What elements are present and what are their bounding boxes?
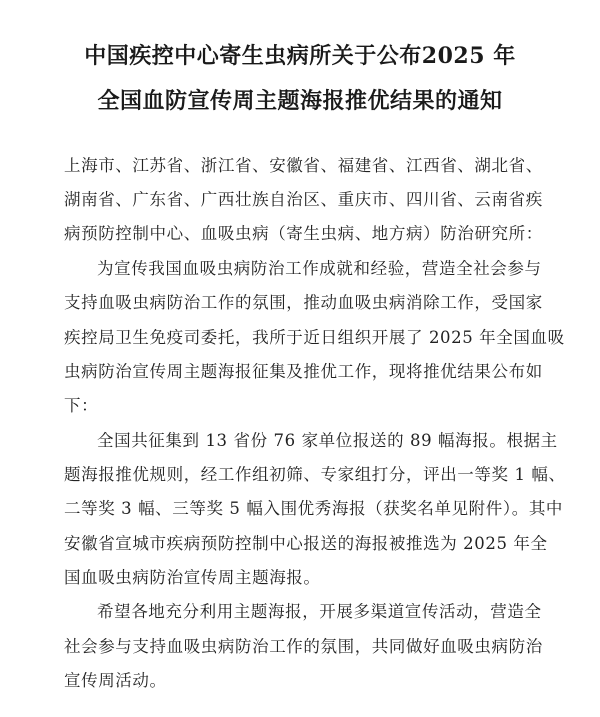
paragraph-3-line-3: 宣传周活动。 — [64, 671, 167, 690]
paragraph-3-line-1: 希望各地充分利用主题海报，开展多渠道宣传活动，营造全 — [97, 602, 542, 621]
paragraph-1-line-2: 支持血吸虫病防治工作的氛围，推动血吸虫病消除工作，受国家 — [64, 293, 543, 312]
recipients-line-2: 湖南省、广东省、广西壮族自治区、重庆市、四川省、云南省疾 — [64, 190, 543, 209]
paragraph-1-line-4: 虫病防治宣传周主题海报征集及推优工作，现将推优结果公布如 — [64, 362, 543, 381]
paragraph-2-line-2: 题海报推优规则，经工作组初筛、专家组打分，评出一等奖 1 幅、 — [64, 465, 566, 484]
paragraph-2-line-1: 全国共征集到 13 省份 76 家单位报送的 89 幅海报。根据主 — [97, 431, 558, 450]
document-title-line-2: 全国血防宣传周主题海报推优结果的通知 — [97, 88, 503, 114]
recipients-line-3: 病预防控制中心、血吸虫病（寄生虫病、地方病）防治研究所： — [64, 224, 543, 243]
paragraph-2-line-3: 二等奖 3 幅、三等奖 5 幅入围优秀海报（获奖名单见附件）。其中 — [64, 499, 564, 518]
paragraph-3-line-2: 社会参与支持血吸虫病防治工作的氛围，共同做好血吸虫病防治 — [64, 637, 543, 656]
document-title-line-1: 中国疾控中心寄生虫病所关于公布2025 年 — [84, 43, 516, 69]
paragraph-2-line-4: 安徽省宣城市疾病预防控制中心报送的海报被推选为 2025 年全 — [64, 534, 548, 553]
paragraph-1-line-1: 为宣传我国血吸虫病防治工作成就和经验，营造全社会参与 — [97, 259, 542, 278]
paragraph-1-line-5: 下： — [64, 396, 99, 415]
paragraph-1-line-3: 疾控局卫生免疫司委托，我所于近日组织开展了 2025 年全国血吸 — [64, 328, 565, 347]
paragraph-2-line-5: 国血吸虫病防治宣传周主题海报。 — [64, 568, 321, 587]
recipients-line-1: 上海市、江苏省、浙江省、安徽省、福建省、江西省、湖北省、 — [64, 156, 543, 175]
